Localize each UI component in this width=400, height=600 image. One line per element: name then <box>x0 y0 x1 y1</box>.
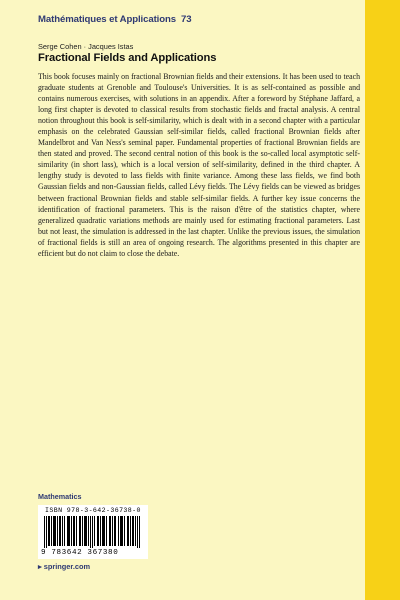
publisher-website[interactable] <box>38 562 90 571</box>
series-number: 73 <box>181 14 192 25</box>
book-authors: Serge Cohen · Jacques Istas <box>38 42 134 51</box>
arrow-right-icon: ▸ <box>38 562 42 571</box>
isbn-label: ISBN 978-3-642-36738-0 <box>45 507 141 514</box>
series-name: Mathématiques et Applications <box>38 14 177 25</box>
book-title: Fractional Fields and Applications <box>38 52 217 64</box>
barcode-icon <box>44 516 142 548</box>
barcode-panel <box>38 505 148 559</box>
book-abstract: This book focuses mainly on fractional Brownian fields and their extensions. It has been used to teach graduate students at Grenoble and Toulouse's Universities. It is as self-contained as possible and contains numerous exercises, with solutions in an appendix. After a foreword by Stéphane Jaffard, a long first chapter is devoted to classical results from stochastic fields and fractal analysis. A central notion throughout this book is self-similarity, which is dealt with in a second chapter with a particular emphasis on the celebrated Gaussian self-similar fields, called fractional Brownian fields after Mandelbrot and Van Ness's seminal paper. Fundamental properties of fractional Brownian fields are then stated and proved. The second central notion of this book is the so-called local asymptotic self-similarity (in short lass), which is a local version of self-similarity, defined in the third chapter. A lengthy study is devoted to lass fields with finite variance. Among these lass fields, we find both Gaussian fields and non-Gaussian fields, called Lévy fields. The Lévy fields can be viewed as bridges between fractional Brownian fields and stable self-similar fields. A further key issue concerns the identification of fractional parameters. This is the raison d'être of the statistics chapter, where generalized quadratic variations methods are mainly used for estimating fractional parameters. Last but not least, the simulation is addressed in the last chapter. Unlike the previous issues, the simulation of fractional fields is still an area of ongoing research. The algorithms presented in this chapter are efficient but do not claim to close the debate. <box>38 72 360 258</box>
cover-accent-stripe <box>365 0 400 600</box>
ean-digits: 9 783642 367380 <box>41 549 119 557</box>
subject-category: Mathematics <box>38 492 82 501</box>
website-label: springer.com <box>43 562 91 571</box>
series-heading <box>38 14 192 25</box>
